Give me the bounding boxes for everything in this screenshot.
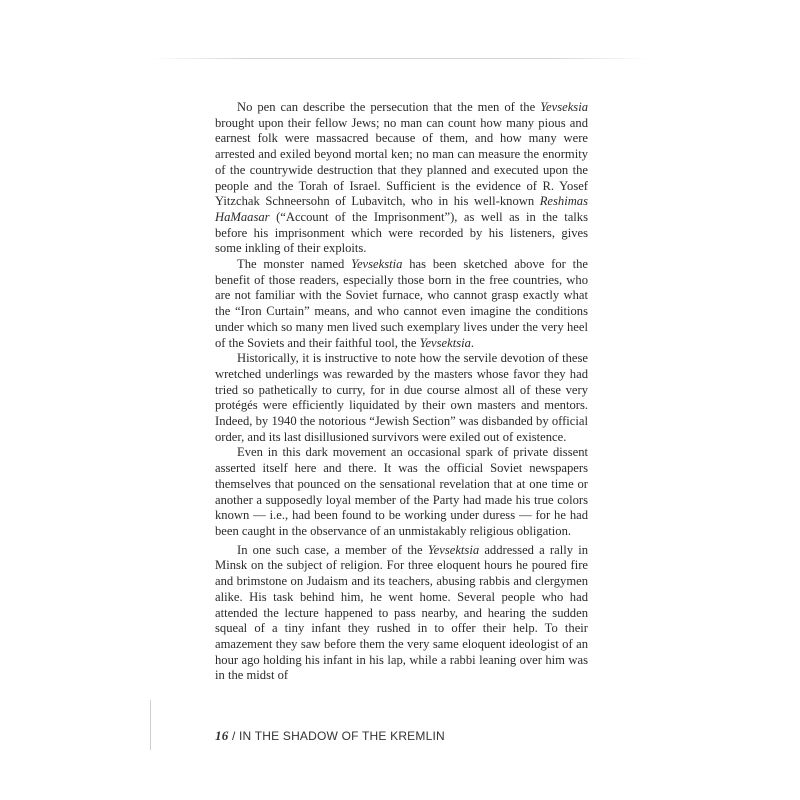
scan-margin-line [150,700,151,750]
paragraph: No pen can describe the persecution that the men of the Yevseksia brought upon their fellow Jews; no man can count how many pious and earnest folk were massacred because of them, and how many were arrested and exiled beyond mortal ken; no man can measure the enormity of the countrywide destruction that they planned and executed upon the people and the Torah of Israel. Sufficient is the evidence of R. Yosef Yitzchak Schneersohn of Lubavitch, who in his well-known Reshimas HaMaasar (“Account of the Imprisonment”), as well as in the talks before his imprisonment which were recorded by his listeners, gives some inkling of their exploits. [215,100,588,256]
page-footer [215,728,445,744]
scan-edge-line [150,58,650,59]
paragraph: Historically, it is instructive to note how the servile devotion of these wretched underlings was rewarded by the masters whose favor they had tried so pathetically to curry, for in due course almost all of these very protégés were efficiently liquidated by their own masters and mentors. Indeed, by 1940 the notorious “Jewish Section” was disbanded by official order, and its last disillusioned survivors were exiled out of existence. [215,351,588,444]
paragraph: The monster named Yevsekstia has been sketched above for the benefit of those readers, especially those born in the free countries, who are not familiar with the Soviet furnace, who cannot grasp exactly what the “Iron Curtain” means, and who cannot even imagine the conditions under which so many men lived such exemplary lives under the very heel of the Soviets and their faithful tool, the Yevsektsia. [215,257,588,350]
paragraph: In one such case, a member of the Yevsektsia addressed a rally in Minsk on the subject of religion. For three eloquent hours he poured fire and brimstone on Judaism and its teachers, abusing rabbis and clergymen alike. His task behind him, he went home. Several people who had attended the lecture happened to pass nearby, and hearing the sudden squeal of a tiny infant they rushed in to offer their help. To their amazement they saw before them the very same eloquent ideologist of an hour ago holding his infant in his lap, while a rabbi leaning over him was in the midst of [215,542,588,683]
running-title: IN THE SHADOW OF THE KREMLIN [239,729,445,743]
page-number: 16 [215,728,229,743]
footer-separator: / [228,729,240,743]
paragraph: Even in this dark movement an occasional spark of private dissent asserted itself here and there. It was the official Soviet newspapers themselves that pounced on the sensational revelation that at one time or another a supposedly loyal member of the Party had made his true colors known — i.e., had been found to be working under duress — for he had been caught in the observance of an unmistakably religious obligation. [215,445,588,538]
body-text [215,100,588,684]
